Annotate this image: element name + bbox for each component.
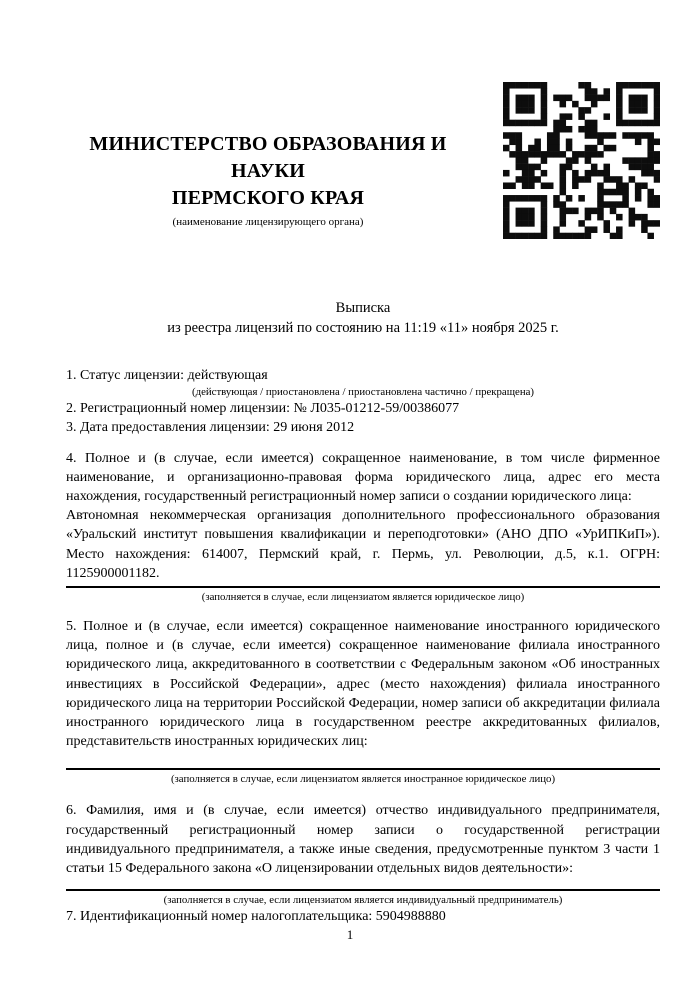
document-title-line2: из реестра лицензий по состоянию на 11:19 «11» ноября 2025 г. <box>167 319 559 336</box>
page-number: 1 <box>346 927 354 942</box>
item-1-status: 1. Статус лицензии: действующая <box>66 368 268 383</box>
item-5-foreign-entity <box>66 617 660 786</box>
ministry-name-line1: МИНИСТЕРСТВО ОБРАЗОВАНИЯ И НАУКИ <box>89 133 447 182</box>
item-2-registration-number: 2. Регистрационный номер лицензии: № Л035-01212-59/00386077 <box>66 401 460 417</box>
qr-code-icon <box>503 82 660 239</box>
fill-in-line <box>66 586 660 588</box>
item-4-label: 4. Полное и (в случае, если имеется) сокращенное наименование, в том числе фирменное наименование, и организационно-правовая форма юридического лица, адрес его места нахождения, государственный регистрационный номер записи о создании юридического лица: <box>66 450 660 505</box>
item-6-caption: (заполняется в случае, если лицензиатом является индивидуальный предприниматель) <box>163 894 563 907</box>
item-4-value: Автономная некоммерческая организация дополнительного профессионального образования «Уральский институт повышения квалификации и переподготовки» (АНО ДПО «УрИПКиП»). Место нахождения: 614007, Пермский край, г. Пермь, ул. Революции, д.5, к.1. ОГРН: 1125900001182. <box>66 508 660 581</box>
document-body <box>66 366 660 926</box>
fill-in-line <box>66 889 660 891</box>
document-title <box>66 299 660 338</box>
ministry-name-line2: ПЕРМСКОГО КРАЯ <box>171 187 365 209</box>
item-5-caption: (заполняется в случае, если лицензиатом является иностранное юридическое лицо) <box>170 773 556 786</box>
fill-in-line <box>66 768 660 770</box>
item-3-license-date: 3. Дата предоставления лицензии: 29 июня 2012 <box>66 420 355 436</box>
document-title-line1: Выписка <box>335 300 391 316</box>
item-5-label: 5. Полное и (в случае, если имеется) сокращенное наименование иностранного юридического лица, полное и (в случае, если имеется) сокращенное наименование филиала иностранного юридического лица, аккредитованного в соответствии с Федеральным законом «Об иностранных инвестициях в Российской Федерации», адрес (место нахождения) филиала иностранного юридического лица на территории Российской Федерации, номер записи об аккредитации филиала иностранного юридического лица в государственном реестре аккредитованных филиалов, представительств иностранных юридических лиц: <box>66 619 660 750</box>
item-6-individual-entrepreneur <box>66 801 660 907</box>
item-6-label: 6. Фамилия, имя и (в случае, если имеется) отчество индивидуального предпринимателя, государственный регистрационный номер записи о государственной регистрации индивидуального предпринимателя, а также иные сведения, предусмотренные пунктом 3 части 1 статьи 15 Федерального закона «О лицензировании отдельных видов деятельности»: <box>66 803 660 877</box>
item-7-taxpayer-id: 7. Идентификационный номер налогоплательщика: 5904988880 <box>66 909 446 925</box>
ministry-caption: (наименование лицензирующего органа) <box>172 216 364 228</box>
licensing-authority-header <box>50 131 486 229</box>
item-4-legal-entity <box>66 449 660 604</box>
qr-code-svg <box>503 82 660 239</box>
item-4-caption: (заполняется в случае, если лицензиатом является юридическое лицо) <box>201 591 525 604</box>
item-1-caption: (действующая / приостановлена / приостановлена частично / прекращена) <box>192 386 534 399</box>
